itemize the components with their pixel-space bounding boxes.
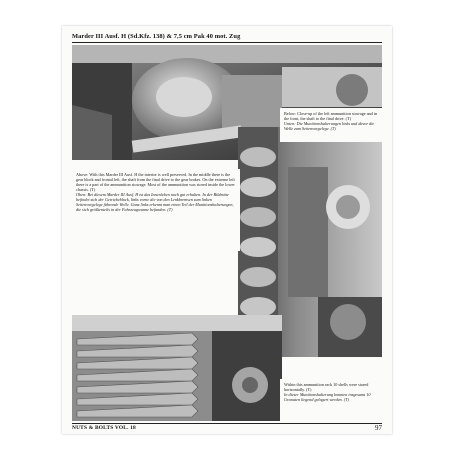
photo-ammunition-rack (72, 315, 282, 421)
page-header-title: Marder III Ausf. H (Sd.Kfz. 138) & 7,5 cm Pak 40 mot. Zug (72, 33, 241, 40)
footer-series: NUTS & BOLTS VOL. 18 (72, 425, 136, 431)
caption-english: Below: Close-up of the left ammunition stowage and in the front, the shaft to the final drive. (T) (284, 111, 378, 121)
caption-ammunition-stowage (280, 108, 384, 142)
caption-german: Unten: Die Munitionshalterungen links und davor die Welle zum Seitenvorgelege. (T) (284, 121, 375, 131)
footer-rule (72, 423, 382, 424)
caption-german: Oben: Bei diesem Marder III Ausf. H ist das Innenleben noch gut erhalten. In der Bildmitte befindet sich der Getriebeblock, links vorne die von den Lenkbremsen zum linken Seitenvorgelege führende Welle. Ganz links erkennt man einen Teil der Munitionshalterungen, die sich größtenteils in der Fahrzeugwanne befanden. (T) (76, 192, 234, 212)
page-number: 97 (375, 424, 382, 432)
caption-interior (72, 169, 240, 251)
caption-english: Above: With this Marder III Ausf. H the interior is well preserved. In the middle there is the gear block and frontal left, the shaft from the final drive to the gear brakes. On the extreme left there is a part of the ammunition stowage. Most of the ammunition was stored inside the lower chassis. (T) (76, 172, 235, 192)
book-page (62, 26, 392, 434)
caption-ammunition-rack (280, 379, 384, 421)
caption-english: Within this ammunition rack 10 shells were stored horizontally. (T) (284, 382, 369, 392)
caption-german: In dieser Munitionshalterung konnten insgesamt 10 Granaten liegend gelagert werden. (T) (284, 392, 371, 402)
header-rule (72, 42, 382, 43)
